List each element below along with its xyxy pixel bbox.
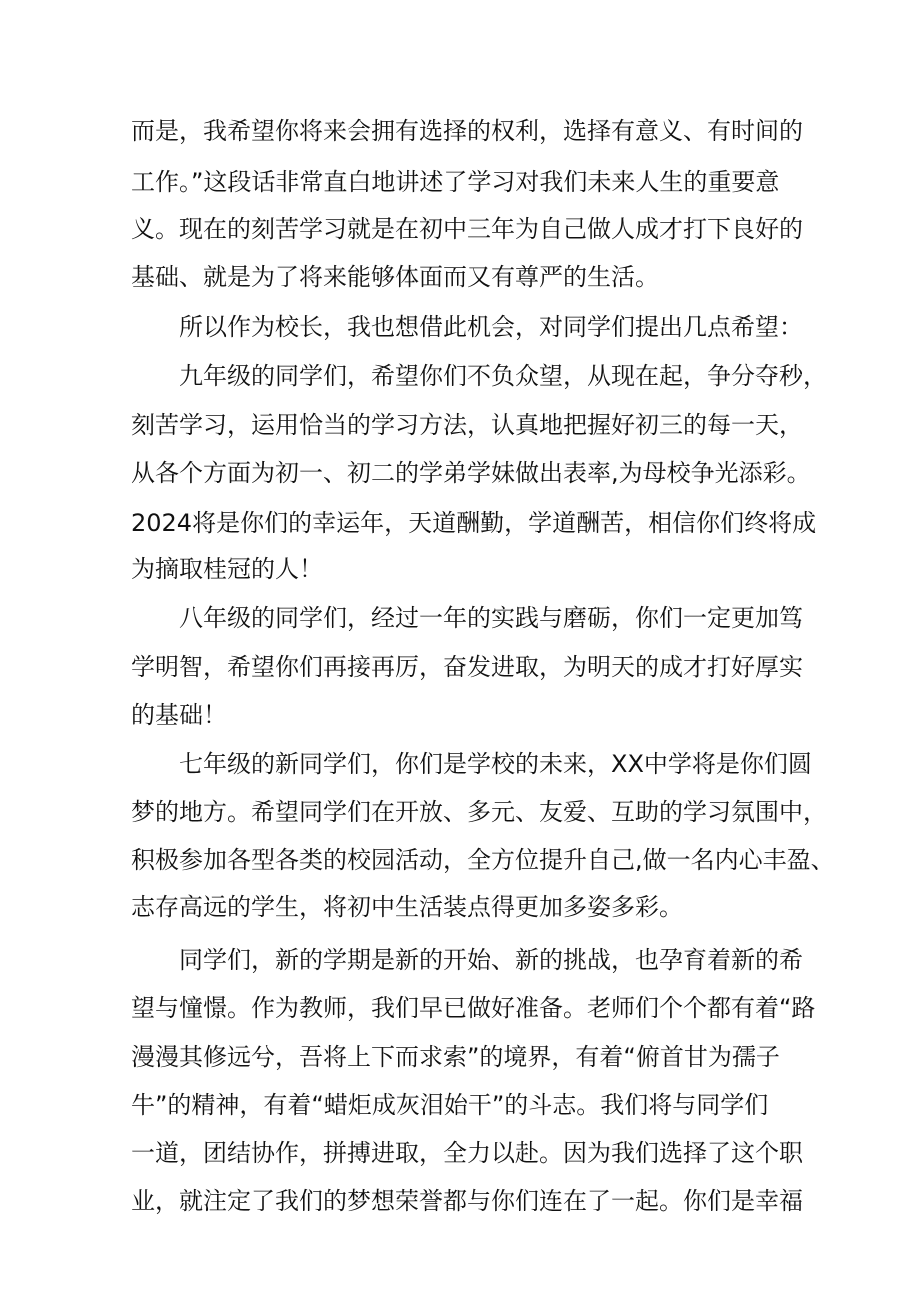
text-line: 2024将是你们的幸运年，天道酬勤，学道酬苦，相信你们终将成 (131, 509, 817, 537)
text-line: 九年级的同学们，希望你们不负众望，从现在起，争分夺秒， (179, 362, 827, 390)
text-line: 牛”的精神，有着“蜡炬成灰泪始干”的斗志。我们将与同学们 (131, 1091, 769, 1119)
text-line: 七年级的新同学们，你们是学校的未来，XX中学将是你们圆 (179, 750, 812, 778)
text-line: 一道，团结协作，拼搏进取，全力以赴。因为我们选择了这个职 (131, 1139, 803, 1167)
text-line: 漫漫其修远兮，吾将上下而求索”的境界，有着“俯首甘为孺子 (131, 1043, 780, 1071)
text-line: 为摘取桂冠的人！ (131, 555, 323, 583)
text-line: 梦的地方。希望同学们在开放、多元、友爱、互助的学习氛围中， (131, 798, 827, 826)
text-line: 学明智，希望你们再接再厉，奋发进取，为明天的成才打好厚实 (131, 653, 803, 681)
text-line: 积极参加各型各类的校园活动，全方位提升自己,做一名内心丰盈、 (131, 846, 835, 874)
text-line: 志存高远的学生，将初中生活装点得更加多姿多彩。 (131, 893, 683, 921)
text-line: 而是，我希望你将来会拥有选择的权利，选择有意义、有时间的 (131, 117, 803, 145)
text-line: 望与憧憬。作为教师，我们早已做好准备。老师们个个都有着“路 (131, 994, 816, 1022)
text-line: 所以作为校长，我也想借此机会，对同学们提出几点希望： (179, 313, 803, 341)
text-line: 工作。”这段话非常直白地讲述了学习对我们未来人生的重要意 (131, 168, 780, 196)
text-line: 刻苦学习，运用恰当的学习方法，认真地把握好初三的每一天， (131, 411, 803, 439)
text-line: 业，就注定了我们的梦想荣誉都与你们连在了一起。你们是幸福 (131, 1187, 803, 1215)
text-line: 的基础！ (131, 701, 227, 729)
text-line: 基础、就是为了将来能够体面而又有尊严的生活。 (131, 263, 659, 291)
text-line: 八年级的同学们，经过一年的实践与磨砺，你们一定更加笃 (179, 604, 803, 632)
text-line: 同学们，新的学期是新的开始、新的挑战，也孕育着新的希 (179, 946, 803, 974)
text-line: 从各个方面为初一、初二的学弟学妹做出表率,为母校争光添彩。 (131, 459, 811, 487)
text-line: 义。现在的刻苦学习就是在初中三年为自己做人成才打下良好的 (131, 215, 803, 243)
